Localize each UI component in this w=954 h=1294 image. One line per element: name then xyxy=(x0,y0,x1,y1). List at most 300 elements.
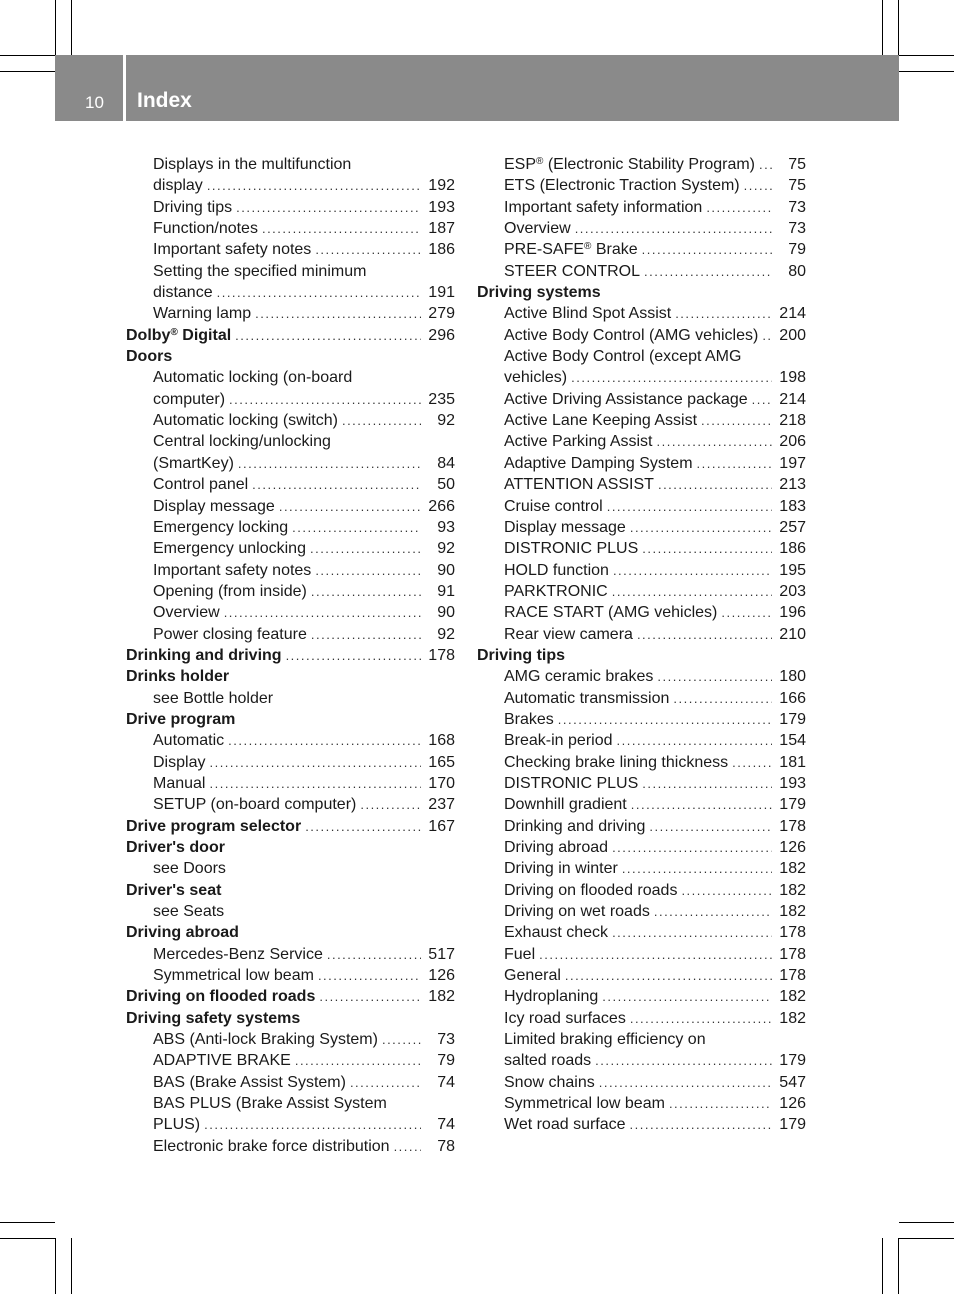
page-ref: 92 xyxy=(437,540,455,558)
leader-dots xyxy=(762,325,772,346)
entry-text: salted roads xyxy=(504,1052,592,1070)
crop-mark xyxy=(55,0,56,55)
index-entry xyxy=(477,261,806,282)
page-ref: 517 xyxy=(428,945,455,963)
index-heading xyxy=(126,709,455,730)
leader-dots xyxy=(558,709,772,730)
leader-dots xyxy=(315,239,421,260)
index-entry xyxy=(126,431,455,452)
crop-mark xyxy=(71,0,72,55)
page-ref: 193 xyxy=(779,774,806,792)
index-entry xyxy=(477,773,806,794)
index-entry xyxy=(477,837,806,858)
page-ref: 91 xyxy=(437,582,455,600)
index-entry xyxy=(477,538,806,559)
leader-dots xyxy=(318,965,421,986)
leader-dots xyxy=(575,218,772,239)
entry-text: DISTRONIC PLUS xyxy=(504,540,639,558)
index-entry xyxy=(126,944,455,965)
entry-text: Driving on wet roads xyxy=(504,903,650,921)
leader-dots xyxy=(631,794,772,815)
crop-mark xyxy=(71,1238,72,1294)
index-heading xyxy=(126,645,455,666)
entry-text: vehicles) xyxy=(504,369,568,387)
leader-dots xyxy=(571,367,772,388)
index-heading xyxy=(126,922,455,943)
entry-text: Driving in winter xyxy=(504,860,618,878)
entry-text: Hydroplaning xyxy=(504,988,599,1006)
leader-dots xyxy=(311,581,421,602)
crop-mark xyxy=(899,1222,954,1223)
page-ref: 84 xyxy=(437,454,455,472)
index-entry xyxy=(477,517,806,538)
page-ref: 73 xyxy=(788,220,806,238)
index-entry xyxy=(477,730,806,751)
leader-dots xyxy=(350,1072,421,1093)
index-entry xyxy=(477,880,806,901)
page-ref: 237 xyxy=(428,796,455,814)
crop-mark xyxy=(898,0,899,55)
crop-mark xyxy=(882,1238,883,1294)
leader-dots xyxy=(565,965,772,986)
leader-dots xyxy=(286,645,421,666)
leader-dots xyxy=(539,944,772,965)
index-entry xyxy=(477,602,806,623)
index-entry xyxy=(477,303,806,324)
page-ref: 74 xyxy=(437,1073,455,1091)
page-ref: 181 xyxy=(779,753,806,771)
page-ref: 198 xyxy=(779,369,806,387)
page-ref: 257 xyxy=(779,518,806,536)
page-ref: 90 xyxy=(437,604,455,622)
leader-dots xyxy=(657,666,772,687)
index-entry xyxy=(126,858,455,879)
index-entry xyxy=(477,752,806,773)
entry-text: PLUS) xyxy=(153,1116,201,1134)
index-entry xyxy=(126,282,455,303)
page-ref: 186 xyxy=(428,241,455,259)
index-entry xyxy=(126,624,455,645)
entry-text: SETUP (on-board computer) xyxy=(153,796,357,814)
leader-dots xyxy=(630,1008,772,1029)
page-ref: 154 xyxy=(779,732,806,750)
leader-dots xyxy=(236,197,421,218)
page-ref: 200 xyxy=(779,326,806,344)
page-ref: 547 xyxy=(779,1073,806,1091)
registered-mark: ® xyxy=(536,156,544,167)
index-heading xyxy=(126,880,455,901)
leader-dots xyxy=(642,773,772,794)
entry-text: BAS PLUS (Brake Assist System xyxy=(153,1095,387,1113)
index-entry xyxy=(477,1050,806,1071)
page-ref: 192 xyxy=(428,177,455,195)
entry-text: General xyxy=(504,967,561,985)
page-ref: 210 xyxy=(779,625,806,643)
entry-text: Driver's door xyxy=(126,839,225,856)
crop-mark xyxy=(0,55,55,56)
registered-mark: ® xyxy=(170,326,178,338)
index-entry xyxy=(477,901,806,922)
page-ref: 182 xyxy=(779,1009,806,1027)
leader-dots xyxy=(319,986,421,1007)
index-entry xyxy=(126,367,455,388)
index-entry xyxy=(477,453,806,474)
page-ref: 218 xyxy=(779,412,806,430)
leader-dots xyxy=(637,624,772,645)
page-ref: 126 xyxy=(428,967,455,985)
index-heading xyxy=(126,1008,455,1029)
page-ref: 178 xyxy=(779,817,806,835)
page-ref: 166 xyxy=(779,689,806,707)
entry-text: see Seats xyxy=(153,903,225,921)
entry-text: Driving safety systems xyxy=(126,1009,301,1027)
header-divider xyxy=(123,55,126,121)
index-entry xyxy=(477,922,806,943)
leader-dots xyxy=(759,154,772,175)
entry-text: Opening (from inside) xyxy=(153,582,307,600)
index-entry xyxy=(126,1050,455,1071)
page-ref: 75 xyxy=(788,156,806,173)
leader-dots xyxy=(229,389,421,410)
page-ref: 73 xyxy=(437,1031,455,1049)
page-ref: 179 xyxy=(779,796,806,814)
index-entry xyxy=(477,431,806,452)
page-ref: 73 xyxy=(788,198,806,216)
crop-mark xyxy=(899,55,954,56)
page-ref: 50 xyxy=(437,476,455,494)
entry-text: Cruise control xyxy=(504,497,603,515)
index-entry xyxy=(477,944,806,965)
index-entry xyxy=(126,453,455,474)
page-ref: 179 xyxy=(779,1052,806,1070)
leader-dots xyxy=(622,858,772,879)
page-ref: 126 xyxy=(779,839,806,856)
leader-dots xyxy=(292,517,421,538)
entry-text: AMG ceramic brakes xyxy=(504,668,654,686)
entry-text: Active Driving Assistance package xyxy=(504,390,748,408)
entry-text: Exhaust check xyxy=(504,924,609,942)
entry-text: Display message xyxy=(504,518,626,536)
index-entry xyxy=(126,1114,455,1135)
index-heading xyxy=(126,986,455,1007)
leader-dots xyxy=(315,560,421,581)
leader-dots xyxy=(654,901,772,922)
leader-dots xyxy=(342,410,421,431)
index-entry xyxy=(126,752,455,773)
index-entry xyxy=(126,560,455,581)
leader-dots xyxy=(305,816,421,837)
index-entry xyxy=(477,367,806,388)
index-entry xyxy=(126,1072,455,1093)
index-entry xyxy=(477,1029,806,1050)
index-entry xyxy=(126,410,455,431)
index-entry xyxy=(477,816,806,837)
index-entry xyxy=(126,303,455,324)
leader-dots xyxy=(669,1093,772,1114)
entry-text: STEER CONTROL xyxy=(504,262,641,280)
entry-text: Display xyxy=(153,753,206,771)
section-title: Index xyxy=(137,89,192,112)
page-header xyxy=(55,55,899,121)
index-entry xyxy=(477,410,806,431)
page-ref: 214 xyxy=(779,390,806,408)
page-ref: 79 xyxy=(788,241,806,259)
leader-dots xyxy=(310,538,421,559)
entry-text: Driving abroad xyxy=(504,839,609,856)
index-heading xyxy=(126,346,455,367)
entry-text: Power closing feature xyxy=(153,625,307,643)
leader-dots xyxy=(744,175,772,196)
entry-text: Important safety notes xyxy=(153,241,312,259)
leader-dots xyxy=(228,730,421,751)
index-entry xyxy=(126,389,455,410)
leader-dots xyxy=(360,794,421,815)
index-entry xyxy=(477,709,806,730)
entry-text: ETS (Electronic Traction System) xyxy=(504,177,740,195)
page-ref: 279 xyxy=(428,305,455,323)
entry-text: Active Body Control (AMG vehicles) xyxy=(504,326,759,344)
page-ref: 182 xyxy=(779,903,806,921)
entry-text: ATTENTION ASSIST xyxy=(504,476,654,494)
entry-text: ESP® (Electronic Stability Program) xyxy=(504,156,756,173)
crop-mark xyxy=(899,1238,954,1239)
page-number: 10 xyxy=(85,93,104,112)
index-entry xyxy=(477,474,806,495)
page-ref: 78 xyxy=(437,1137,455,1155)
leader-dots xyxy=(279,496,421,517)
crop-mark xyxy=(898,1238,899,1294)
leader-dots xyxy=(697,453,772,474)
page-ref: 266 xyxy=(428,497,455,515)
index-entry xyxy=(126,474,455,495)
page-ref: 170 xyxy=(428,774,455,792)
page-ref: 168 xyxy=(428,732,455,750)
page-ref: 186 xyxy=(779,540,806,558)
page-ref: 178 xyxy=(779,967,806,985)
entry-text: Emergency unlocking xyxy=(153,540,306,558)
entry-text: distance xyxy=(153,284,213,302)
index-entry xyxy=(126,261,455,282)
entry-text: Snow chains xyxy=(504,1073,595,1091)
crop-mark xyxy=(0,71,55,72)
entry-text: Display message xyxy=(153,497,275,515)
entry-text: computer) xyxy=(153,390,226,408)
entry-text: display xyxy=(153,177,203,195)
page-ref: 180 xyxy=(779,668,806,686)
leader-dots xyxy=(217,282,421,303)
page-ref: 183 xyxy=(779,497,806,515)
leader-dots xyxy=(612,837,772,858)
index-entry xyxy=(477,581,806,602)
entry-text: Checking brake lining thickness xyxy=(504,753,729,771)
crop-mark xyxy=(0,1222,55,1223)
index-heading xyxy=(126,666,455,687)
index-entry xyxy=(477,624,806,645)
leader-dots xyxy=(238,453,421,474)
entry-text: Drive program xyxy=(126,710,236,728)
entry-text: Adaptive Damping System xyxy=(504,454,693,472)
leader-dots xyxy=(649,816,772,837)
index-entry xyxy=(477,346,806,367)
page-ref: 90 xyxy=(437,561,455,579)
registered-mark: ® xyxy=(584,241,592,253)
entry-text: Symmetrical low beam xyxy=(504,1095,665,1113)
leader-dots xyxy=(209,752,421,773)
entry-text: Driving tips xyxy=(153,198,233,216)
page-ref: 178 xyxy=(779,945,806,963)
index-entry xyxy=(477,1072,806,1093)
leader-dots xyxy=(612,922,772,943)
index-column-left xyxy=(126,154,455,1157)
index-entry xyxy=(477,197,806,218)
page-ref: 80 xyxy=(788,262,806,280)
index-entry xyxy=(126,197,455,218)
index-entry xyxy=(477,325,806,346)
entry-text: Electronic brake force distribution xyxy=(153,1137,390,1155)
leader-dots xyxy=(642,239,772,260)
entry-text: Automatic locking (switch) xyxy=(153,412,338,430)
page-ref: 179 xyxy=(779,710,806,728)
crop-mark xyxy=(882,0,883,55)
entry-text: RACE START (AMG vehicles) xyxy=(504,604,718,622)
entry-text: Important safety notes xyxy=(153,561,312,579)
index-entry xyxy=(126,965,455,986)
index-entry xyxy=(126,794,455,815)
entry-text: Drinking and driving xyxy=(504,817,646,835)
index-entry xyxy=(477,688,806,709)
index-entry xyxy=(477,560,806,581)
entry-text: see Bottle holder xyxy=(153,689,274,707)
entry-text: Break-in period xyxy=(504,732,613,750)
entry-text: Drinks holder xyxy=(126,668,230,686)
page-ref: 126 xyxy=(779,1095,806,1113)
entry-text: Rear view camera xyxy=(504,625,633,643)
leader-dots xyxy=(607,496,772,517)
entry-text: ADAPTIVE BRAKE xyxy=(153,1052,291,1070)
index-entry xyxy=(126,218,455,239)
entry-text: Manual xyxy=(153,774,206,792)
page-ref: 182 xyxy=(779,881,806,899)
page-ref: 214 xyxy=(779,305,806,323)
leader-dots xyxy=(207,175,421,196)
entry-text: Driving on flooded roads xyxy=(504,881,678,899)
entry-text: Emergency locking xyxy=(153,518,289,536)
crop-mark xyxy=(55,1238,56,1294)
entry-text: Automatic xyxy=(153,732,225,750)
index-entry xyxy=(126,581,455,602)
page-ref: 75 xyxy=(788,177,806,195)
leader-dots xyxy=(262,218,421,239)
entry-text: HOLD function xyxy=(504,561,609,579)
page-ref: 165 xyxy=(428,753,455,771)
leader-dots xyxy=(681,880,772,901)
leader-dots xyxy=(732,752,772,773)
index-entry xyxy=(477,239,806,260)
index-entry xyxy=(126,517,455,538)
leader-dots xyxy=(657,431,773,452)
leader-dots xyxy=(327,944,421,965)
leader-dots xyxy=(706,197,772,218)
page-ref: 92 xyxy=(437,412,455,430)
entry-text: Dolby® Digital xyxy=(126,326,232,344)
entry-text: Automatic locking (on-board xyxy=(153,369,353,387)
index-entry xyxy=(126,1093,455,1114)
page-ref: 182 xyxy=(779,860,806,878)
index-entry xyxy=(126,602,455,623)
leader-dots xyxy=(752,389,772,410)
entry-text: Wet road surface xyxy=(504,1116,626,1134)
index-heading xyxy=(126,325,455,346)
page-ref: 182 xyxy=(428,988,455,1006)
entry-text: Important safety information xyxy=(504,198,703,216)
leader-dots xyxy=(630,1114,772,1135)
leader-dots xyxy=(235,325,421,346)
leader-dots xyxy=(658,474,772,495)
entry-text: Setting the specified minimum xyxy=(153,262,367,280)
index-entry xyxy=(126,538,455,559)
leader-dots xyxy=(255,303,421,324)
entry-text: Central locking/unlocking xyxy=(153,433,331,451)
index-heading xyxy=(126,816,455,837)
crop-mark xyxy=(0,1238,55,1239)
leader-dots xyxy=(642,538,772,559)
page-ref: 196 xyxy=(779,604,806,622)
leader-dots xyxy=(602,986,772,1007)
entry-text: Warning lamp xyxy=(153,305,252,323)
index-entry xyxy=(477,389,806,410)
leader-dots xyxy=(252,474,421,495)
page-ref: 93 xyxy=(437,518,455,536)
index-entry xyxy=(126,901,455,922)
index-entry xyxy=(477,218,806,239)
leader-dots xyxy=(701,410,772,431)
page-ref: 213 xyxy=(779,476,806,494)
leader-dots xyxy=(644,261,772,282)
entry-text: Function/notes xyxy=(153,220,258,238)
entry-text: Doors xyxy=(126,348,173,366)
leader-dots xyxy=(382,1029,421,1050)
page-ref: 191 xyxy=(428,284,455,302)
leader-dots xyxy=(224,602,421,623)
leader-dots xyxy=(630,517,772,538)
index-entry xyxy=(477,965,806,986)
entry-text: Displays in the multifunction xyxy=(153,156,352,173)
entry-text: BAS (Brake Assist System) xyxy=(153,1073,346,1091)
entry-text: Drive program selector xyxy=(126,817,302,835)
entry-text: Active Body Control (except AMG xyxy=(504,348,742,366)
index-entry xyxy=(477,1093,806,1114)
entry-text: Symmetrical low beam xyxy=(153,967,314,985)
entry-text: (SmartKey) xyxy=(153,454,234,472)
entry-text: Active Lane Keeping Assist xyxy=(504,412,698,430)
index-entry xyxy=(477,175,806,196)
entry-text: Driving on flooded roads xyxy=(126,988,316,1006)
entry-text: Driving abroad xyxy=(126,924,239,942)
page-ref: 79 xyxy=(437,1052,455,1070)
index-entry xyxy=(126,1029,455,1050)
index-entry xyxy=(477,1114,806,1135)
entry-text: ABS (Anti-lock Braking System) xyxy=(153,1031,378,1049)
leader-dots xyxy=(311,624,421,645)
entry-text: Active Parking Assist xyxy=(504,433,653,451)
page-ref: 178 xyxy=(779,924,806,942)
index-entry xyxy=(126,496,455,517)
leader-dots xyxy=(617,730,773,751)
entry-text: Driver's seat xyxy=(126,881,222,899)
entry-text: Overview xyxy=(504,220,571,238)
leader-dots xyxy=(595,1050,772,1071)
leader-dots xyxy=(394,1136,421,1157)
